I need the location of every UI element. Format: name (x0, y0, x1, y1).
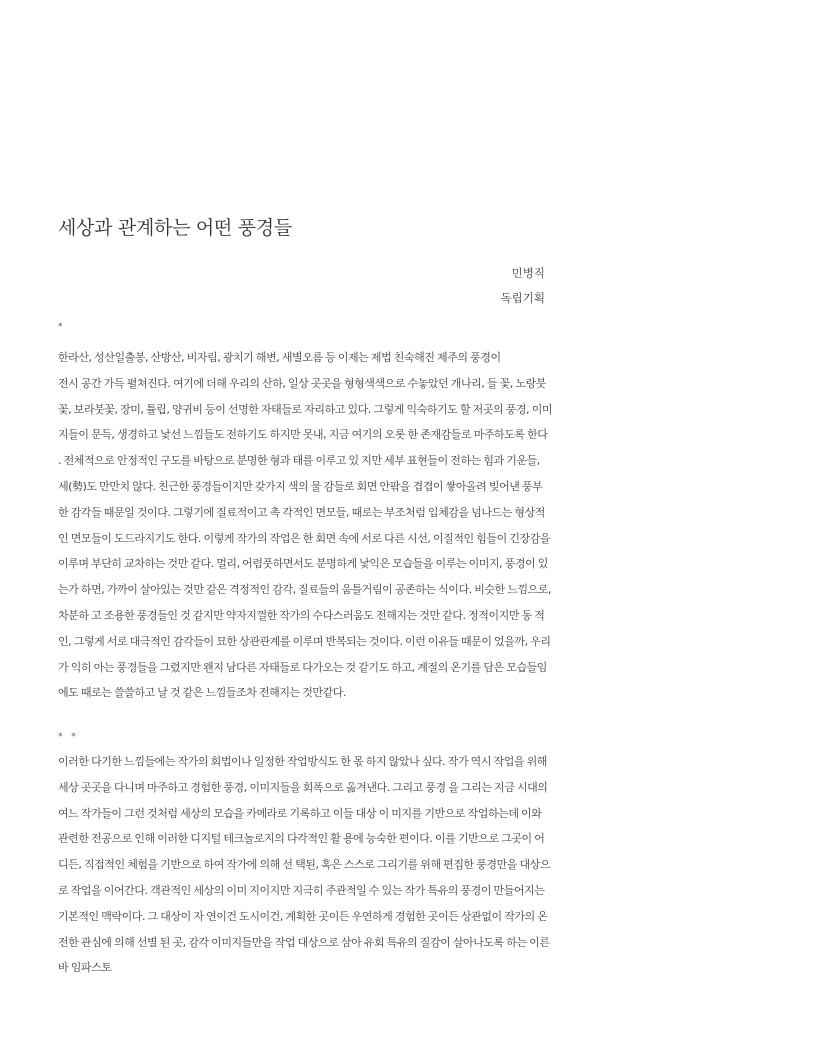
paragraph-line: 여느 작가들이 그런 것처럼 세상의 모습을 카메라로 기록하고 이들 대상 이 미지를 기반으로 작업하는데 이와 (58, 806, 542, 820)
paragraph-line: 한 감각들 때문일 것이다. 그렇기에 질료적이고 촉 각적인 면모들, 때로는 부조처럼 입체감을 넘나드는 형상적 (58, 505, 545, 519)
paragraph-line: 바 임파스토 (58, 961, 112, 975)
paragraph-line: 이루며 부단히 교차하는 것만 같다. 멀리, 어렴풋하면서도 분명하게 낯익은 모습들을 이루는 이미지, 풍경이 있 (58, 557, 548, 571)
paragraph-line: 전시 공간 가득 펼쳐진다. 여기에 더해 우리의 산하, 일상 곳곳을 형형색색으로 수놓았던 개나리, 들 꽃, 노랑붓 (58, 376, 546, 390)
article-title: 세상과 관계하는 어떤 풍경들 (58, 217, 292, 239)
section-marker-2: * * (58, 732, 79, 742)
author-name: 민병직 (511, 266, 545, 280)
paragraph-line: 인 면모들이 도드라지기도 한다. 이렇게 작가의 작업은 한 회면 속에 서로 다른 시선, 이질적인 힘들이 긴장감을 (58, 531, 551, 545)
paragraph-2 (58, 749, 778, 981)
paragraph-1 (58, 345, 778, 706)
paragraph-line: 디든, 직접적인 체험을 기반으로 하여 작가에 의해 선 택된, 혹은 스스로 그리기를 위해 편집한 풍경만을 대상으 (58, 858, 551, 872)
section-marker-1: * (58, 322, 66, 332)
paragraph-line: 한라산, 성산일출봉, 산방산, 비자림, 광치기 해변, 새별오름 등 이제는 제법 친숙해진 제주의 풍경이 (58, 351, 501, 364)
paragraph-line: 세(勢)도 만만치 않다. 친근한 풍경들이지만 갖가지 색의 물 감들로 회면 안팎을 겹겹이 쌓아올려 빚어낸 풍부 (58, 479, 543, 493)
paragraph-line: 차분하 고 조용한 풍경들인 것 같지만 약자지껄한 작가의 수다스러움도 전해지는 것만 같다. 정적이지만 동 적 (58, 608, 545, 622)
paragraph-line: 로 작업을 이어간다. 객관적인 세상의 이미 지이지만 지극히 주관적일 수 있는 작가 특유의 풍경이 만들어지는 (58, 883, 545, 897)
paragraph-line: 는가 하면, 가까이 살아있는 것만 같은 격정적인 감각, 질료들의 움틀거림이 공존하는 식이다. 비슷한 느낌으로, (58, 583, 552, 597)
paragraph-line: 기본적인 맥락이다. 그 대상이 자 연이건 도시이건, 계획한 곳이든 우연하게 경험한 곳이든 상관없이 작가의 온 (58, 909, 548, 923)
paragraph-line: 지들이 문득, 생경하고 낯선 느낌들도 전하기도 하지만 못내, 지금 여기의 오롯 한 존재감들로 마주하도록 한다 (58, 428, 548, 442)
paragraph-line: 관련한 전공으로 인해 이러한 디지털 테크놀로지의 다각적인 활 용에 능숙한 편이다. 이를 기반으로 그곳이 어 (58, 832, 545, 846)
paragraph-line: 이러한 다기한 느낌들에는 작가의 회법이나 일정한 작업방식도 한 몫 하지 않았나 싶다. 작가 역시 작업을 위해 (58, 755, 547, 768)
paragraph-line: 세상 곳곳을 다니며 마주하고 경험한 풍경, 이미지들을 회폭으로 옮겨낸다. 그리고 풍경 을 그리는 지금 시대의 (58, 780, 548, 794)
author-role: 독립기획 (500, 291, 545, 305)
paragraph-line: . 전체적으로 안정적인 구도를 바탕으로 분명한 형과 태를 이루고 있 지만 세부 표현들이 전하는 힘과 기운들, (58, 454, 540, 468)
paragraph-line: 전한 관심에 의해 선별 된 곳, 감각 이미지들만을 작업 대상으로 삼아 유회 특유의 질감이 살아나도록 하는 이른 (58, 935, 550, 949)
paragraph-line: 인, 그렇게 서로 대극적인 감각들이 묘한 상관관계를 이루며 반복되는 것이다. 이런 이유들 때문이 었을까, 우리 (58, 634, 551, 648)
paragraph-line: 에도 때로는 쓸쓸하고 날 것 같은 느낌들조차 전해지는 것만같다. (58, 686, 346, 700)
paragraph-line: 가 익히 아는 풍경들을 그렸지만 왠지 남다른 자태들로 다가오는 것 같기도 하고, 계절의 온기를 담은 모습들임 (58, 660, 547, 674)
byline (501, 261, 545, 311)
paragraph-line: 꽃, 보라붓꽃, 장미, 튤립, 양귀비 등이 선명한 자태들로 자리하고 있다. 그렇게 익숙하기도 할 저곳의 풍경, 이미 (58, 402, 553, 416)
